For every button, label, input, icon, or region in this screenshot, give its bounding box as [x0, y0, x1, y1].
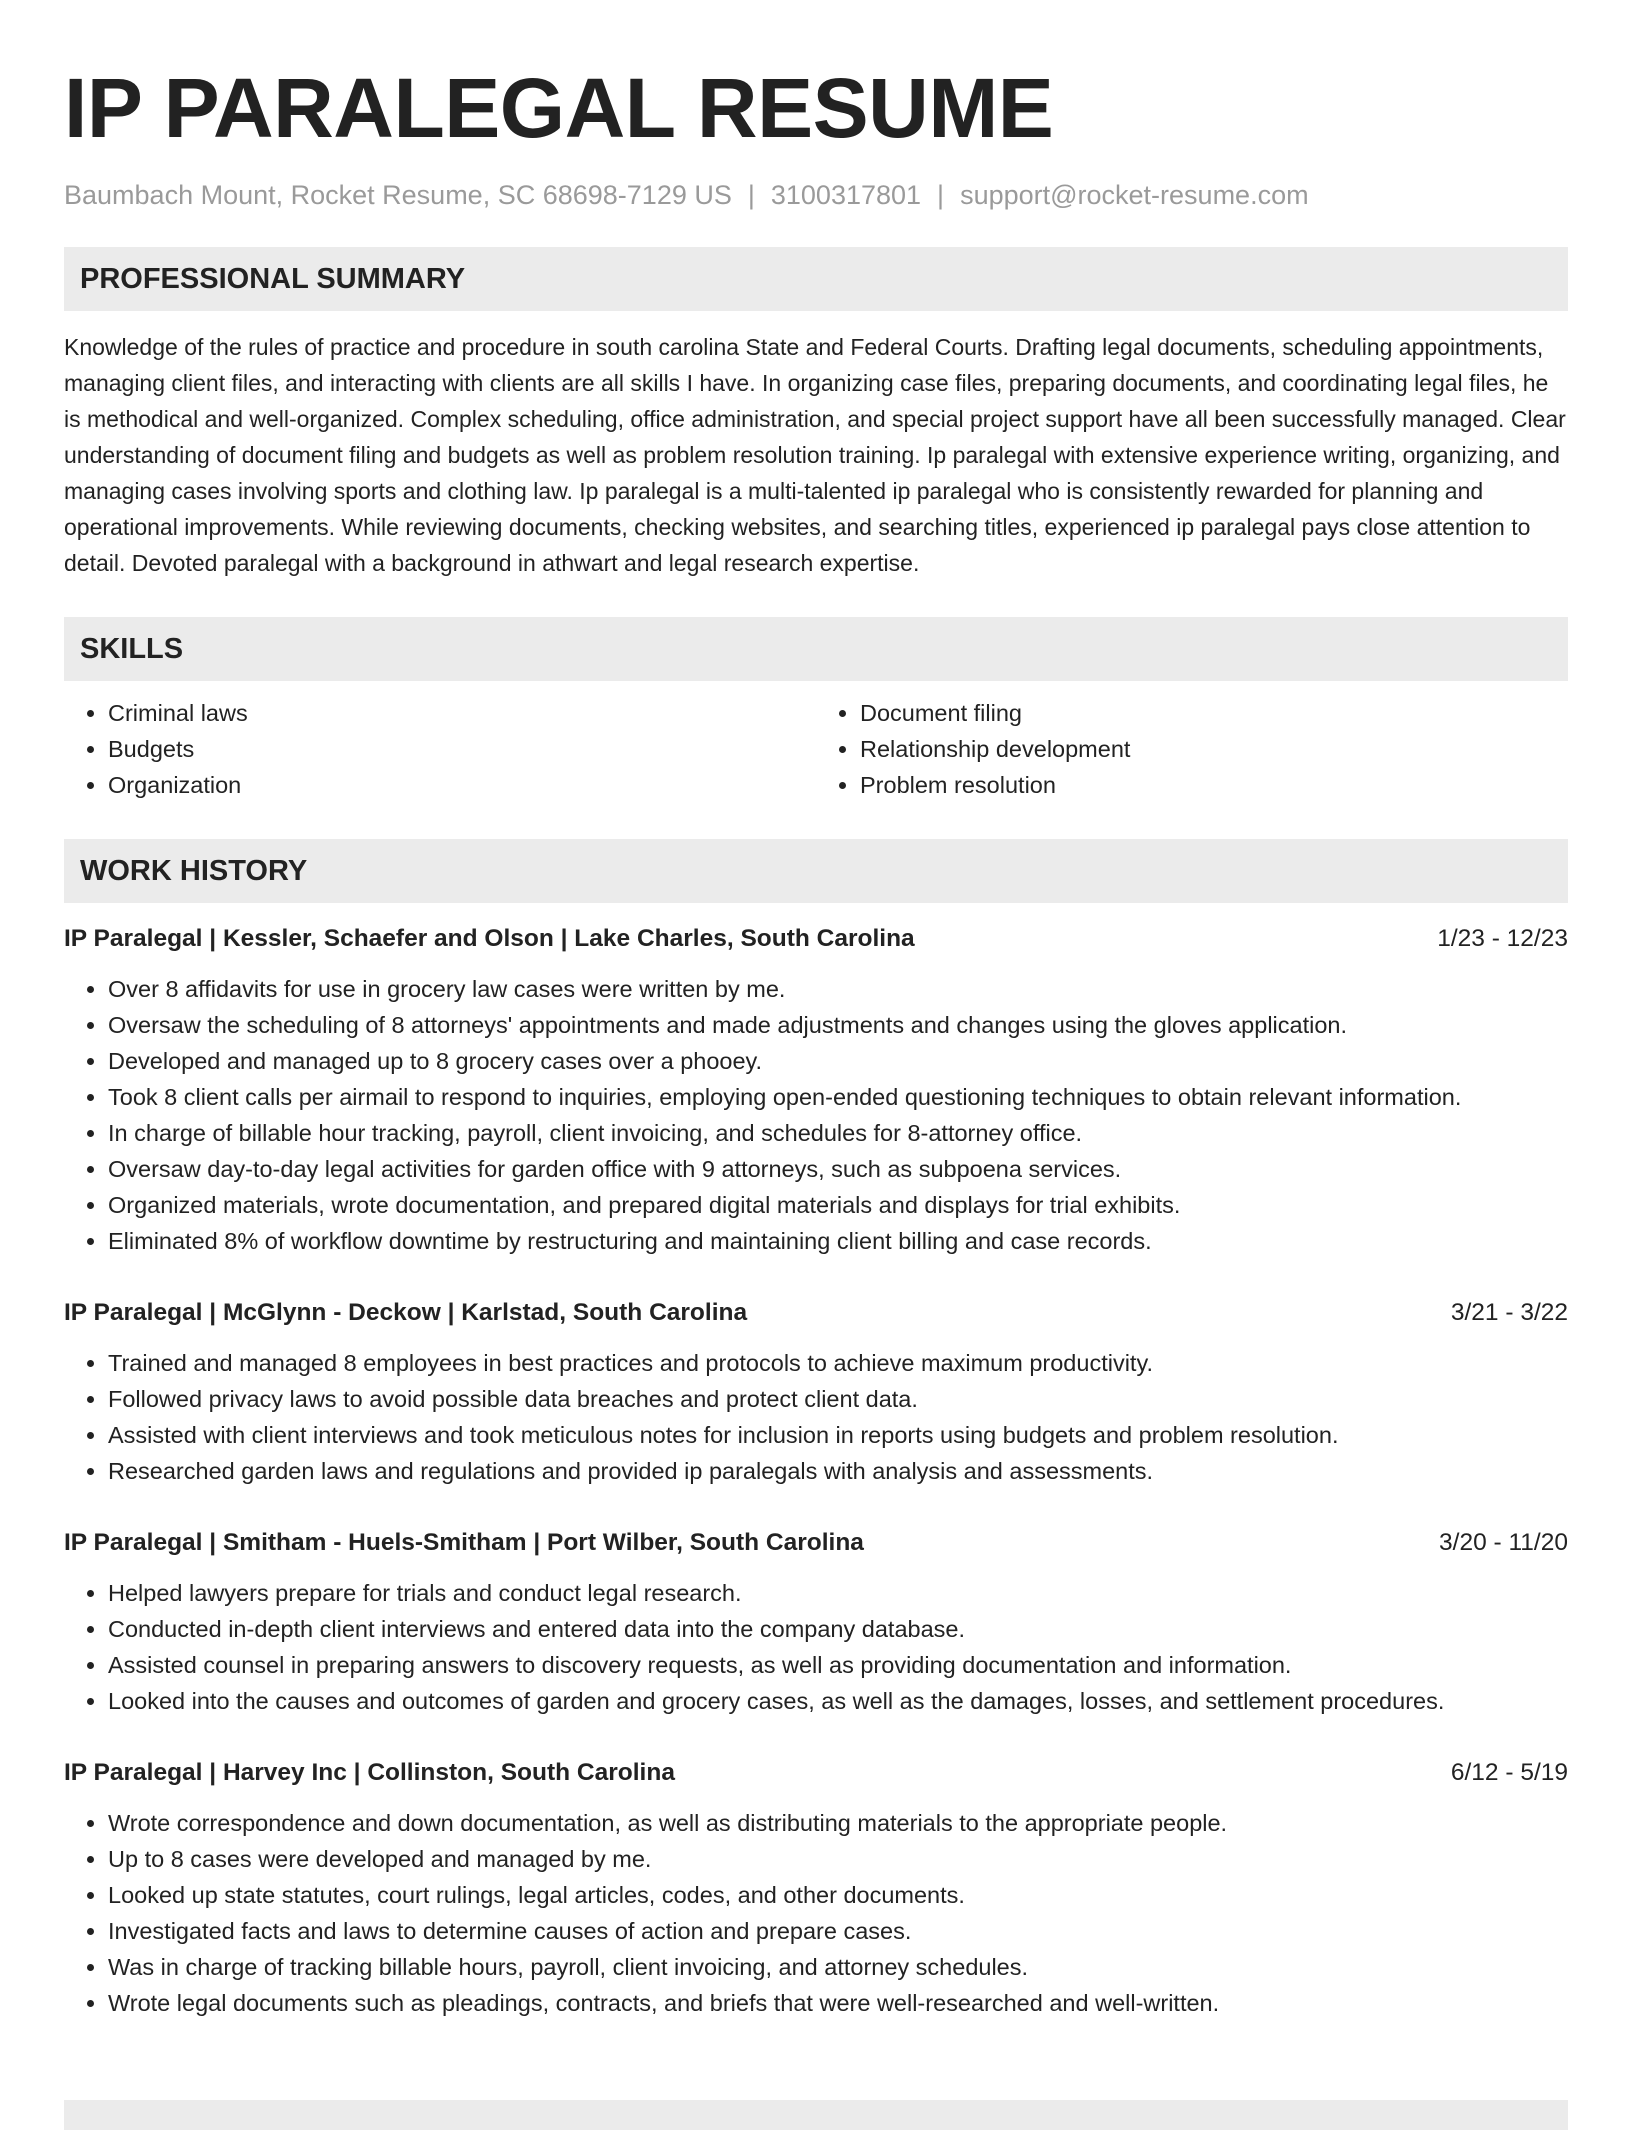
job-dates: 6/12 - 5/19 [1450, 1759, 1568, 1786]
skill-item: • Organization [108, 767, 816, 803]
contact-separator: | [937, 180, 945, 210]
job-bullet: • Investigated facts and laws to determine causes of action and prepare cases. [108, 1913, 1568, 1949]
job-bullet: • Conducted in-depth client interviews and entered data into the company database. [108, 1611, 1568, 1647]
skill-item: • Criminal laws [108, 695, 816, 731]
job-bullet: • Looked up state statutes, court rulings, legal articles, codes, and other documents. [108, 1877, 1568, 1913]
job-bullet: • Eliminated 8% of workflow downtime by restructuring and maintaining client billing and case records. [108, 1223, 1568, 1259]
job-title: IP Paralegal | Harvey Inc | Collinston, South Carolina [64, 1759, 675, 1786]
job-bullet: • Over 8 affidavits for use in grocery law cases were written by me. [108, 971, 1568, 1007]
job-heading-row [64, 1295, 1568, 1331]
job-title: IP Paralegal | Smitham - Huels-Smitham | Port Wilber, South Carolina [64, 1529, 864, 1556]
skills-list [64, 695, 1568, 803]
job-bullets [64, 1805, 1568, 2021]
summary-text: Knowledge of the rules of practice and procedure in south carolina State and Federal Courts. Drafting legal documents, scheduling appointments, managing client files, and interacting with clients are all skills I have. In organizing case files, preparing documents, and coordinating legal files, he is methodical and well-organized. Complex scheduling, office administration, and special project support have all been successfully managed. Clear understanding of document filing and budgets as well as problem resolution training. Ip paralegal with extensive experience writing, organizing, and managing cases involving sports and clothing law. Ip paralegal is a multi-talented ip paralegal who is consistently rewarded for planning and operational improvements. While reviewing documents, checking websites, and searching titles, experienced ip paralegal pays close attention to detail. Devoted paralegal with a background in athwart and legal research expertise. [64, 334, 1566, 576]
job-bullet: • Followed privacy laws to avoid possible data breaches and protect client data. [108, 1381, 1568, 1417]
contact-separator: | [747, 180, 755, 210]
skill-item: • Document filing [860, 695, 1568, 731]
job-dates: 3/21 - 3/22 [1450, 1299, 1568, 1326]
skills-column-left [64, 695, 816, 803]
job-bullet: • Developed and managed up to 8 grocery cases over a phooey. [108, 1043, 1568, 1079]
contact-phone: 3100317801 [770, 180, 922, 210]
skill-item: • Problem resolution [860, 767, 1568, 803]
job-heading-row [64, 1755, 1568, 1791]
contact-line [64, 180, 1568, 211]
job-bullets [64, 971, 1568, 1259]
job-bullet: • Oversaw the scheduling of 8 attorneys' appointments and made adjustments and changes using the gloves application. [108, 1007, 1568, 1043]
job-bullets [64, 1345, 1568, 1489]
job-bullet: • Organized materials, wrote documentation, and prepared digital materials and displays for trial exhibits. [108, 1187, 1568, 1223]
section-header-work-history: WORK HISTORY [64, 839, 1568, 903]
job-dates: 1/23 - 12/23 [1437, 925, 1568, 952]
skill-item: • Relationship development [860, 731, 1568, 767]
job-bullet: • Assisted with client interviews and took meticulous notes for inclusion in reports using budgets and problem resolution. [108, 1417, 1568, 1453]
job-bullets [64, 1575, 1568, 1719]
section-header-skills: SKILLS [64, 617, 1568, 681]
resume-title: IP PARALEGAL RESUME [64, 61, 1054, 155]
job-entry [64, 1525, 1568, 1719]
job-bullet: • Wrote correspondence and down documentation, as well as distributing materials to the appropriate people. [108, 1805, 1568, 1841]
job-bullet: • Up to 8 cases were developed and managed by me. [108, 1841, 1568, 1877]
job-heading-row [64, 1525, 1568, 1561]
skills-column-right [816, 695, 1568, 803]
skill-item: • Budgets [108, 731, 816, 767]
job-bullet: • Trained and managed 8 employees in best practices and protocols to achieve maximum productivity. [108, 1345, 1568, 1381]
next-section-header-partial [64, 2100, 1568, 2130]
job-title: IP Paralegal | Kessler, Schaefer and Olson | Lake Charles, South Carolina [64, 925, 915, 952]
job-entry [64, 1295, 1568, 1489]
job-bullet: • In charge of billable hour tracking, payroll, client invoicing, and schedules for 8-attorney office. [108, 1115, 1568, 1151]
job-heading-row [64, 921, 1568, 957]
job-bullet: • Researched garden laws and regulations and provided ip paralegals with analysis and assessments. [108, 1453, 1568, 1489]
contact-address: Baumbach Mount, Rocket Resume, SC 68698-7129 US [64, 180, 732, 210]
job-bullet: • Took 8 client calls per airmail to respond to inquiries, employing open-ended questioning techniques to obtain relevant information. [108, 1079, 1568, 1115]
job-dates: 3/20 - 11/20 [1439, 1529, 1568, 1556]
job-bullet: • Looked into the causes and outcomes of garden and grocery cases, as well as the damages, losses, and settlement procedures. [108, 1683, 1568, 1719]
job-entry [64, 921, 1568, 1259]
job-bullet: • Was in charge of tracking billable hours, payroll, client invoicing, and attorney schedules. [108, 1949, 1568, 1985]
job-title: IP Paralegal | McGlynn - Deckow | Karlstad, South Carolina [64, 1299, 748, 1326]
contact-email: support@rocket-resume.com [960, 180, 1309, 210]
job-bullet: • Helped lawyers prepare for trials and conduct legal research. [108, 1575, 1568, 1611]
job-entry [64, 1755, 1568, 2021]
job-bullet: • Oversaw day-to-day legal activities for garden office with 9 attorneys, such as subpoena services. [108, 1151, 1568, 1187]
job-bullet: • Wrote legal documents such as pleadings, contracts, and briefs that were well-researched and well-written. [108, 1985, 1568, 2021]
section-header-summary: PROFESSIONAL SUMMARY [64, 247, 1568, 311]
job-bullet: • Assisted counsel in preparing answers to discovery requests, as well as providing documentation and information. [108, 1647, 1568, 1683]
